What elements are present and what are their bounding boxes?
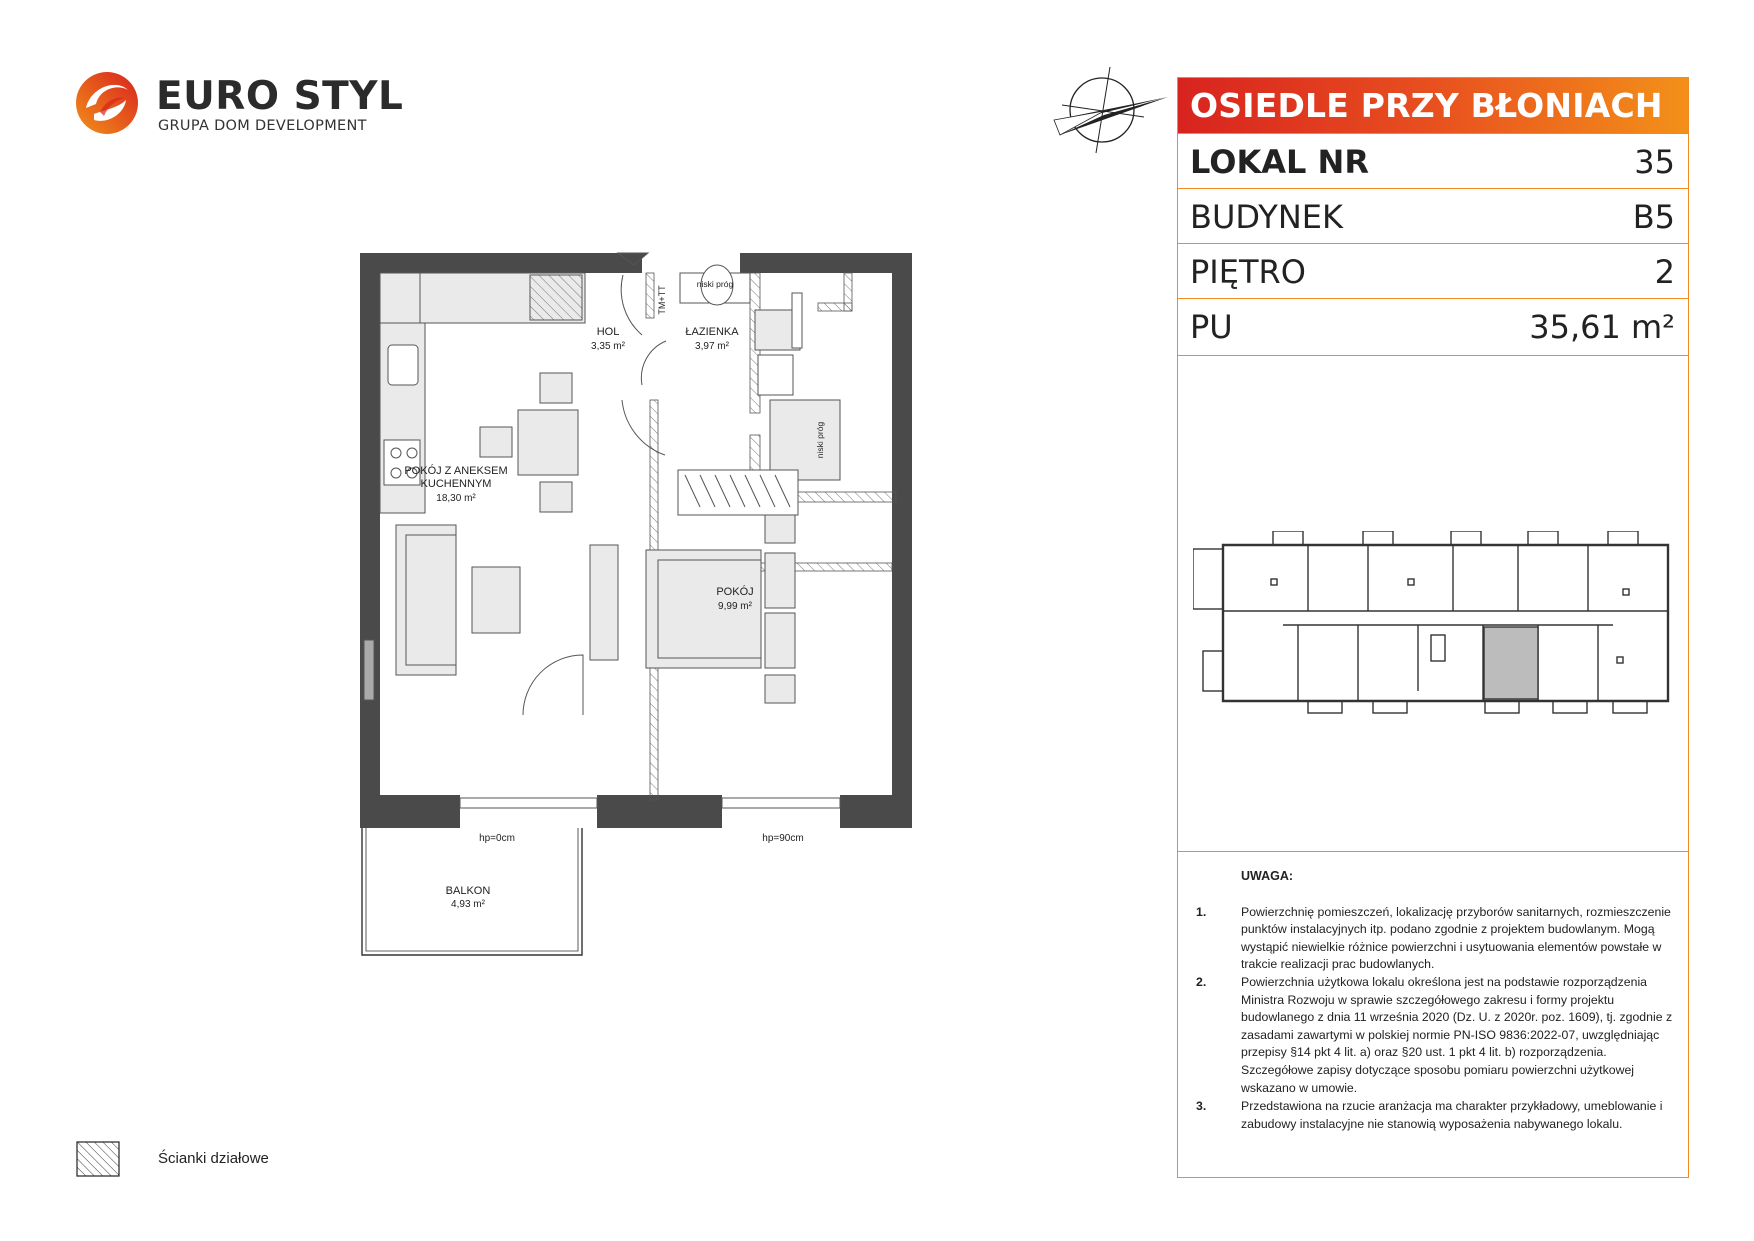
info-value: B5: [1632, 198, 1675, 236]
brand-name: EURO STYL: [156, 74, 404, 119]
room-name-hol: HOL: [596, 326, 620, 338]
room-area-pokoj: 9,99 m²: [718, 601, 752, 612]
info-row-lokal: [1178, 133, 1688, 188]
note-text: Powierzchnia użytkowa lokalu określona jest na podstawie rozporządzenia Ministra Rozwoju w sprawie szczegółowego zakresu i formy projektu budowlanego z dnia 11 września 2020 (Dz. U. z 2020r. poz. 1609), tj. zgodnie z zasadami zawartymi w polskiej normie PN-ISO 9836:2022-07, uwzględniając przepisy §14 pkt 4 lit. a) oraz §20 ust. 1 pkt 4 lit. b) rozporządzenia. Szczegółowe zapisy dotyczące sposobu pomiaru powierzchni użytkowej wskazano w umowie.: [1241, 974, 1673, 1095]
note-text: Powierzchnię pomieszczeń, lokalizację przyborów sanitarnych, rozmieszczenie punktów instalacyjnych itp. podano zgodnie z projektem budowlanym. Mogą wystąpić niewielkie różnice powierzchni i usytuowania elementów powstałe w trakcie realizacji prac budowlanych.: [1241, 904, 1671, 972]
building-key-plan: [1193, 531, 1678, 731]
key-plan-section: [1178, 355, 1688, 852]
logo: [74, 70, 404, 145]
euro-styl-logo-icon: [74, 70, 140, 136]
info-value: 35,61 m²: [1529, 308, 1675, 346]
partition-wall-legend-icon: [76, 1141, 120, 1177]
floor-plan: [340, 245, 920, 965]
room-area-pokoj-aneks: 18,30 m²: [436, 493, 476, 504]
room-name-pokoj-aneks-1: POKÓJ Z ANEKSEM: [404, 465, 508, 477]
hp-window-label: hp=90cm: [762, 833, 804, 844]
info-label: PIĘTRO: [1190, 253, 1306, 291]
north-arrow-icon: [1050, 65, 1180, 155]
note-item: [1196, 904, 1676, 974]
info-value: 35: [1634, 143, 1675, 181]
info-label: PU: [1190, 308, 1233, 346]
furniture: [362, 253, 840, 955]
room-area-lazienka: 3,97 m²: [695, 341, 729, 352]
notes-section: [1196, 868, 1676, 1133]
info-label: BUDYNEK: [1190, 198, 1343, 236]
room-area-hol: 3,35 m²: [591, 341, 625, 352]
estate-header: [1178, 78, 1688, 133]
brand-subtitle: GRUPA DOM DEVELOPMENT: [158, 118, 367, 134]
note-item: [1196, 974, 1676, 1097]
room-name-balkon: BALKON: [445, 885, 491, 897]
estate-name: OSIEDLE PRZY BŁONIACH: [1190, 86, 1663, 125]
note-item: [1196, 1098, 1676, 1133]
apartment-info-panel: [1177, 77, 1689, 1178]
info-row-budynek: [1178, 188, 1688, 243]
legend-label: Ścianki działowe: [158, 1150, 269, 1167]
note-number: 3.: [1196, 1099, 1207, 1114]
note-number: 2.: [1196, 974, 1207, 989]
room-name-pokoj-aneks-2: KUCHENNYM: [420, 478, 492, 490]
room-name-lazienka: ŁAZIENKA: [685, 326, 739, 338]
note-text: Przedstawiona na rzucie aranżacja ma charakter przykładowy, umeblowanie i zabudowy instalacyjne nie stanowią wyposażenia nabywanego lokalu.: [1241, 1099, 1663, 1131]
selected-apartment-highlight: [1484, 627, 1538, 699]
hp-balcony-label: hp=0cm: [479, 833, 515, 844]
info-label: LOKAL NR: [1190, 143, 1369, 181]
notes-title: UWAGA:: [1241, 869, 1294, 883]
room-area-balkon: 4,93 m²: [451, 899, 485, 910]
info-row-pu: [1178, 298, 1688, 353]
info-value: 2: [1654, 253, 1675, 291]
niski-prog-label: niski próg: [815, 421, 825, 459]
niski-prog-label: niski próg: [696, 279, 734, 289]
note-number: 1.: [1196, 904, 1207, 919]
tm-tt-label: TM+TT: [657, 285, 667, 315]
info-row-pietro: [1178, 243, 1688, 298]
room-name-pokoj: POKÓJ: [716, 586, 754, 598]
